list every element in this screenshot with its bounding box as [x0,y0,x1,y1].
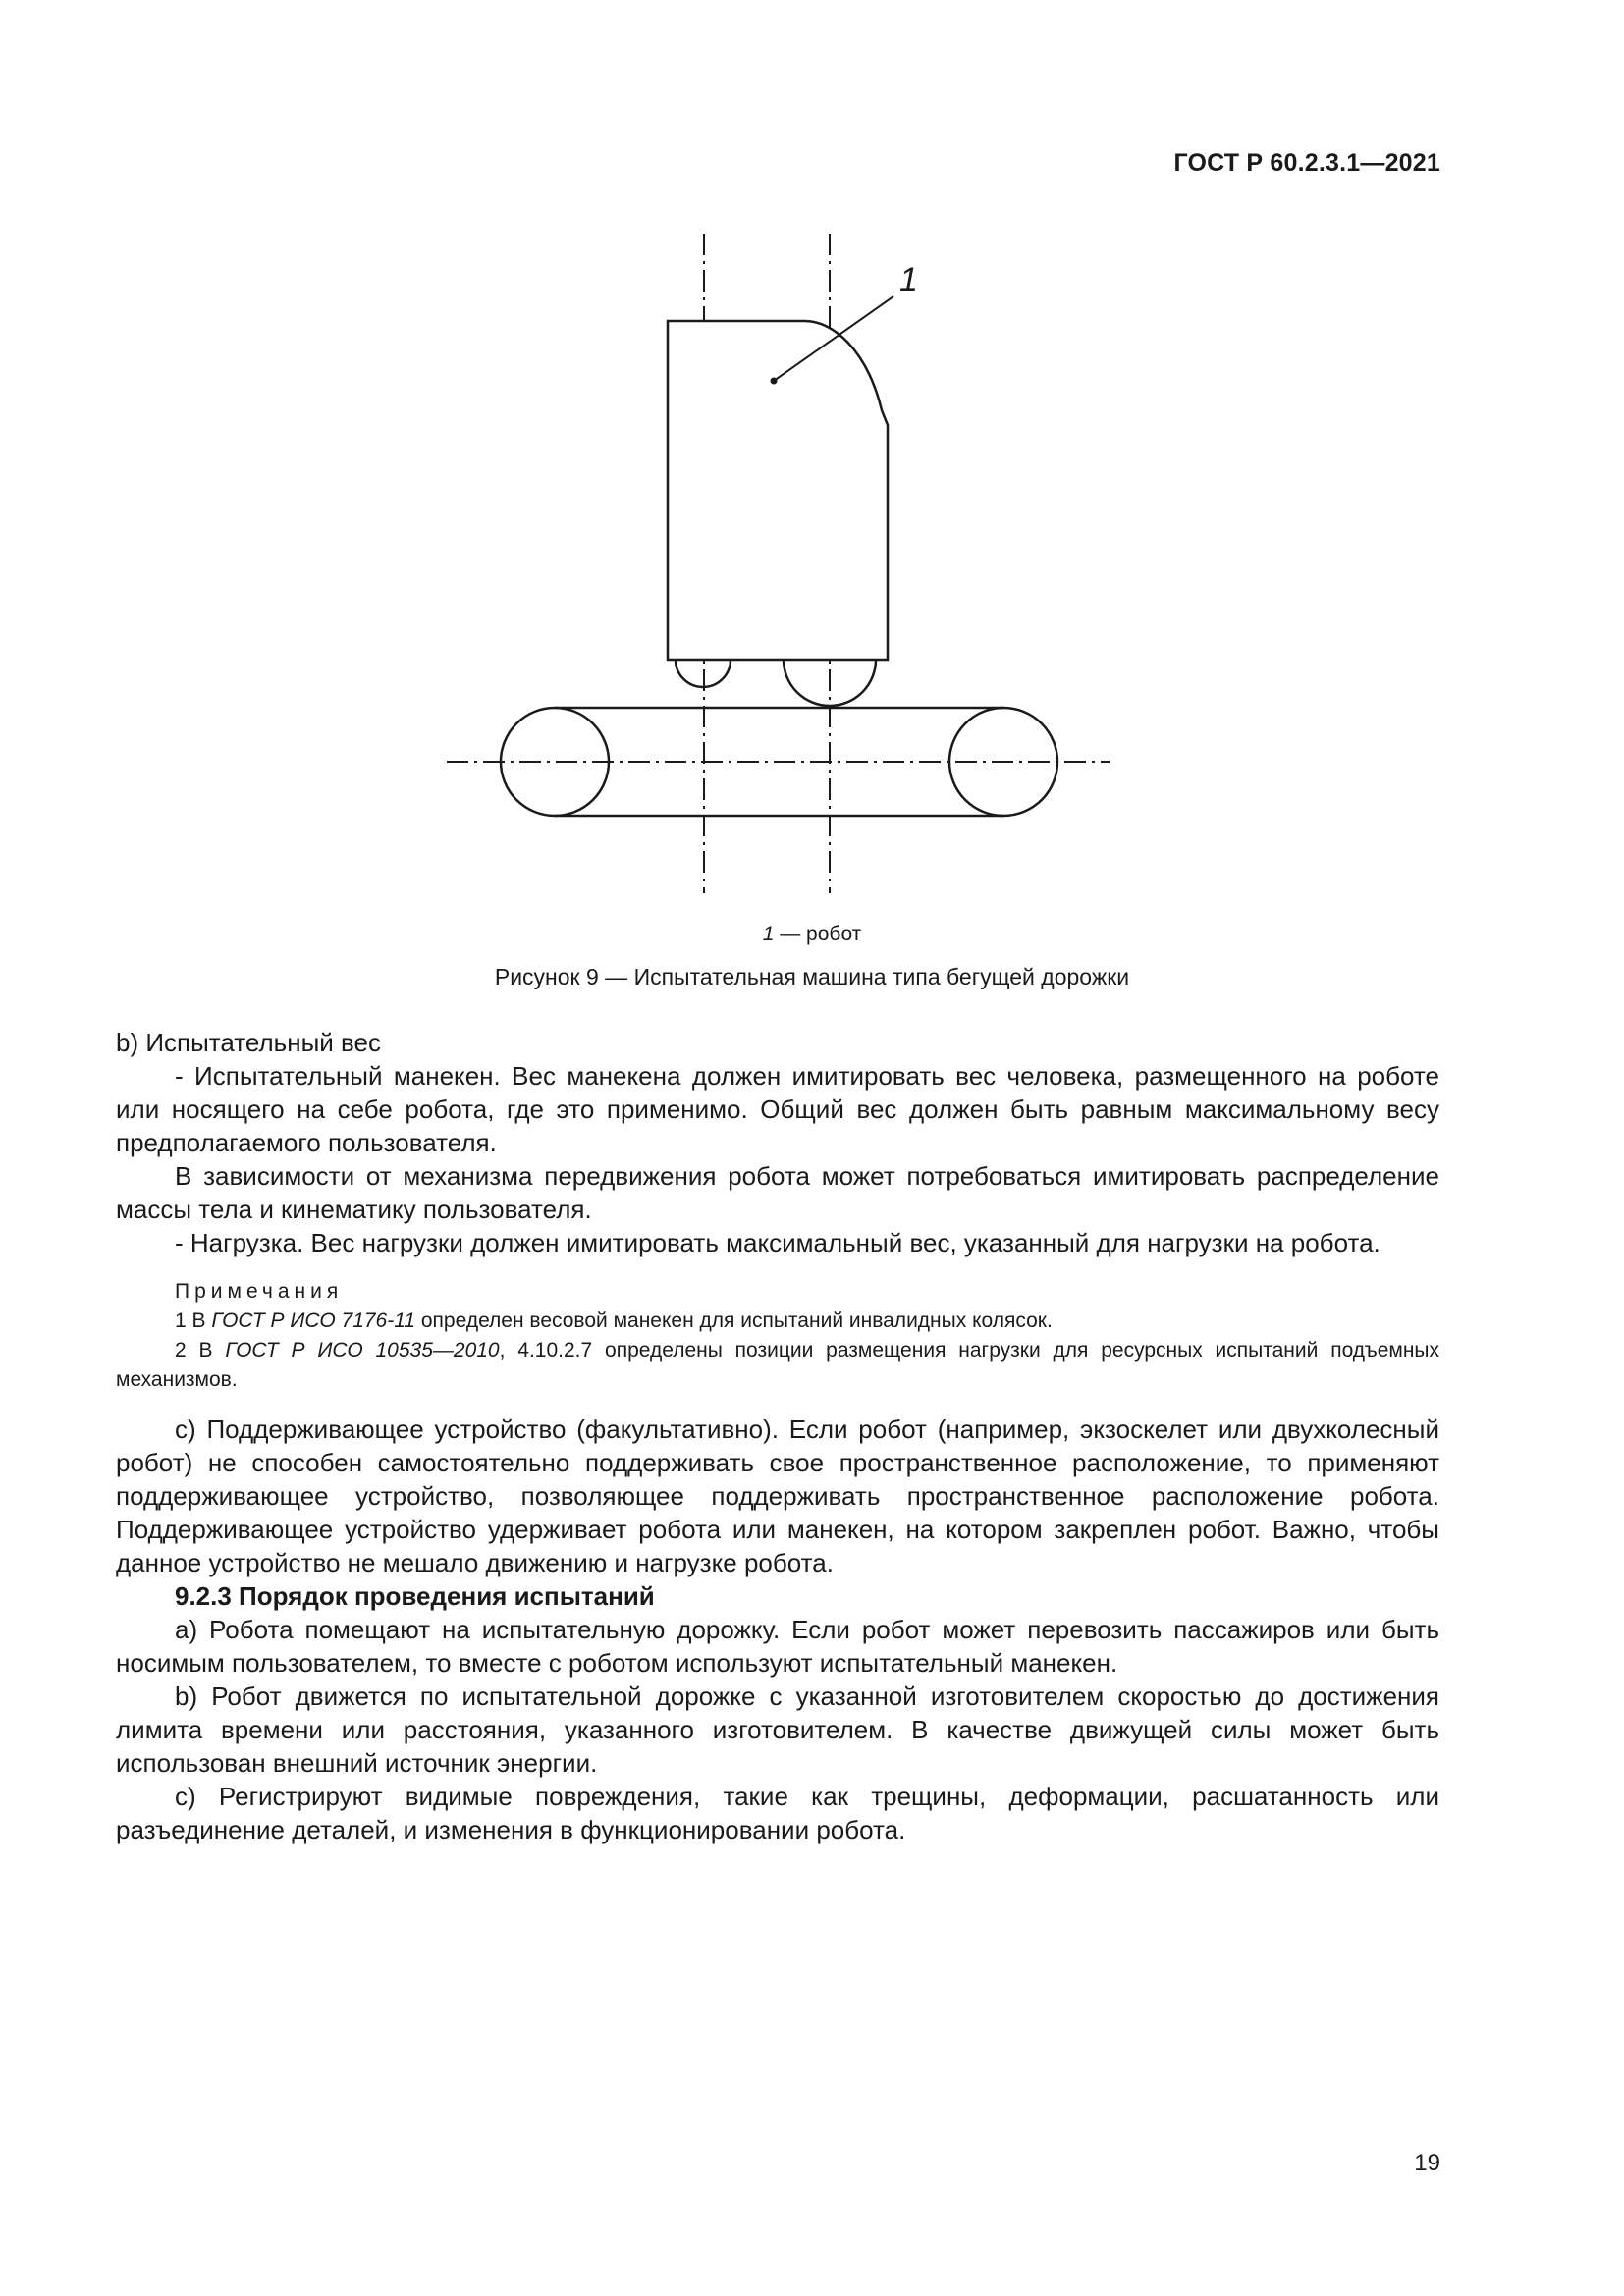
treadmill-figure [412,224,1129,901]
note-1 [116,1307,1439,1336]
procedure-step-a: a) Робота помещают на испытательную дорожку. Если робот может перевозить пассажиров или быть носимым пользователем, то вместе с роботом используют испытательный манекен. [116,1615,1439,1678]
note-1-reference: ГОСТ Р ИСО 7176-11 [211,1309,416,1332]
legend-number: 1 [762,923,775,945]
note-1-suffix: определен весовой манекен для испытаний инвалидных колясок. [415,1309,1053,1332]
note-1-prefix: 1 В [175,1309,212,1332]
paragraph-support-device: c) Поддерживающее устройство (факультативно). Если робот (например, экзоскелет или двухколесный робот) не способен самостоятельно поддерживать свое пространственное расположение, то применяют поддерживающее устройство, позволяющее поддерживать пространственное расположение робота. Поддерживающее устройство удерживает робота или манекен, на котором закреплен робот. Важно, чтобы данное устройство не мешало движению и нагрузке робота. [116,1415,1439,1577]
note-2-reference: ГОСТ Р ИСО 10535—2010 [225,1339,500,1362]
figure-legend [0,923,1624,946]
note-2 [116,1336,1439,1395]
procedure-step-c: c) Регистрируют видимые повреждения, такие как трещины, деформации, расшатанность или разъединение деталей, и изменения в функционировании робота. [116,1782,1439,1844]
document-header: ГОСТ Р 60.2.3.1—2021 [1173,149,1440,177]
note-2-prefix: 2 В [175,1339,226,1362]
robot-body [668,321,888,660]
paragraph-test-dummy: - Испытательный манекен. Вес манекена должен имитировать вес человека, размещенного на роботе или носящего на себе робота, где это применимо. Общий вес должен быть равным максимальному весу предполагаемого пользователя. [116,1061,1439,1157]
notes-block [116,1277,1439,1395]
figure-caption: Рисунок 9 — Испытательная машина типа бегущей дорожки [494,964,1130,989]
paragraph-load: - Нагрузка. Вес нагрузки должен имитировать максимальный вес, указанный для нагрузки на робота. [175,1228,1380,1257]
note-2-suffix: , 4.10.2.7 определены позиции размещения нагрузки для ресурсных испытаний подъемных механизмов. [116,1339,1440,1391]
legend-text: — робот [774,923,862,945]
notes-title: Примечания [175,1280,344,1303]
procedure-step-b: b) Робот движется по испытательной дорожке с указанной изготовителем скоростью до достижения лимита времени или расстояния, указанного изготовителем. В качестве движущей силы может быть использован внешний источник энергии. [116,1682,1439,1778]
page-number: 19 [1414,2150,1440,2176]
body-text [116,1026,1439,1846]
callout-number: 1 [899,261,918,298]
leader-dot [771,378,778,385]
subsection-b-heading: b) Испытательный вес [116,1028,382,1057]
treadmill-drawing [412,224,1129,901]
section-heading: 9.2.3 Порядок проведения испытаний [175,1581,655,1611]
paragraph-mass-distribution: В зависимости от механизма передвижения робота может потребоваться имитировать распределение массы тела и кинематику пользователя. [116,1161,1439,1224]
